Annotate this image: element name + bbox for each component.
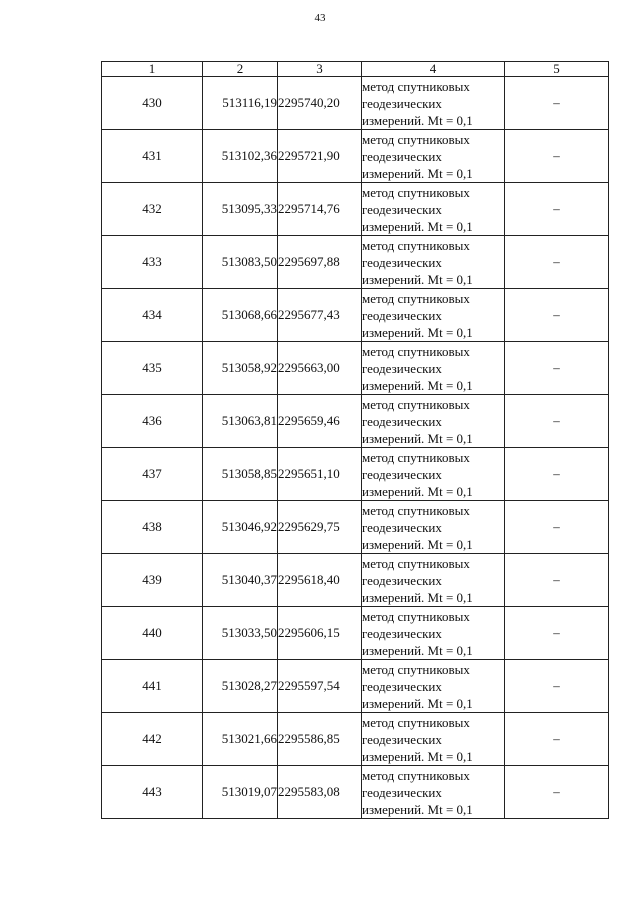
method-line: геодезических (362, 201, 442, 217)
y-coordinate: 2295618,40 (278, 554, 362, 607)
method-line: измерений. Mt = 0,1 (362, 271, 473, 287)
note-cell: – (505, 289, 609, 342)
method-line: метод спутниковых (362, 714, 470, 730)
table-row (102, 77, 609, 130)
x-coordinate: 513058,85 (203, 448, 278, 501)
method-line: геодезических (362, 625, 442, 641)
column-header-2: 2 (203, 62, 278, 77)
point-number: 431 (102, 130, 203, 183)
x-coordinate: 513083,50 (203, 236, 278, 289)
column-header-5: 5 (505, 62, 609, 77)
note-cell: – (505, 395, 609, 448)
x-coordinate: 513063,81 (203, 395, 278, 448)
method-line: метод спутниковых (362, 237, 470, 253)
method-cell (362, 713, 505, 766)
method-line: измерений. Mt = 0,1 (362, 642, 473, 658)
method-line: метод спутниковых (362, 78, 470, 94)
method-line: геодезических (362, 784, 442, 800)
note-cell: – (505, 607, 609, 660)
method-line: измерений. Mt = 0,1 (362, 695, 473, 711)
x-coordinate: 513116,19 (203, 77, 278, 130)
method-line: метод спутниковых (362, 343, 470, 359)
method-line: метод спутниковых (362, 290, 470, 306)
table-row (102, 501, 609, 554)
method-line: измерений. Mt = 0,1 (362, 483, 473, 499)
x-coordinate: 513019,07 (203, 766, 278, 819)
method-cell (362, 342, 505, 395)
method-line: измерений. Mt = 0,1 (362, 589, 473, 605)
table-row (102, 130, 609, 183)
method-line: метод спутниковых (362, 608, 470, 624)
method-line: измерений. Mt = 0,1 (362, 801, 473, 817)
method-line: метод спутниковых (362, 449, 470, 465)
method-cell (362, 77, 505, 130)
method-cell (362, 607, 505, 660)
note-cell: – (505, 342, 609, 395)
y-coordinate: 2295583,08 (278, 766, 362, 819)
x-coordinate: 513033,50 (203, 607, 278, 660)
y-coordinate: 2295651,10 (278, 448, 362, 501)
point-number: 441 (102, 660, 203, 713)
method-line: измерений. Mt = 0,1 (362, 536, 473, 552)
method-line: геодезических (362, 148, 442, 164)
method-line: измерений. Mt = 0,1 (362, 377, 473, 393)
note-cell: – (505, 554, 609, 607)
y-coordinate: 2295586,85 (278, 713, 362, 766)
x-coordinate: 513058,92 (203, 342, 278, 395)
table-row (102, 766, 609, 819)
method-line: измерений. Mt = 0,1 (362, 748, 473, 764)
y-coordinate: 2295606,15 (278, 607, 362, 660)
method-line: метод спутниковых (362, 396, 470, 412)
column-header-3: 3 (278, 62, 362, 77)
note-cell: – (505, 77, 609, 130)
method-cell (362, 554, 505, 607)
x-coordinate: 513068,66 (203, 289, 278, 342)
note-cell: – (505, 236, 609, 289)
method-line: геодезических (362, 572, 442, 588)
y-coordinate: 2295721,90 (278, 130, 362, 183)
note-cell: – (505, 766, 609, 819)
x-coordinate: 513095,33 (203, 183, 278, 236)
table-header-row (102, 62, 609, 77)
method-line: геодезических (362, 307, 442, 323)
method-line: геодезических (362, 254, 442, 270)
table-row (102, 183, 609, 236)
method-line: измерений. Mt = 0,1 (362, 165, 473, 181)
table-row (102, 395, 609, 448)
point-number: 430 (102, 77, 203, 130)
method-cell (362, 395, 505, 448)
x-coordinate: 513028,27 (203, 660, 278, 713)
method-cell (362, 130, 505, 183)
method-cell (362, 448, 505, 501)
note-cell: – (505, 713, 609, 766)
method-line: метод спутниковых (362, 502, 470, 518)
page-number: 43 (314, 12, 326, 24)
note-cell: – (505, 183, 609, 236)
point-number: 436 (102, 395, 203, 448)
method-line: измерений. Mt = 0,1 (362, 112, 473, 128)
method-line: геодезических (362, 466, 442, 482)
method-cell (362, 766, 505, 819)
x-coordinate: 513046,92 (203, 501, 278, 554)
y-coordinate: 2295714,76 (278, 183, 362, 236)
note-cell: – (505, 448, 609, 501)
x-coordinate: 513040,37 (203, 554, 278, 607)
point-number: 443 (102, 766, 203, 819)
method-line: геодезических (362, 360, 442, 376)
y-coordinate: 2295597,54 (278, 660, 362, 713)
note-cell: – (505, 501, 609, 554)
point-number: 440 (102, 607, 203, 660)
table-row (102, 342, 609, 395)
table-row (102, 660, 609, 713)
x-coordinate: 513102,36 (203, 130, 278, 183)
column-header-1: 1 (102, 62, 203, 77)
table-row (102, 554, 609, 607)
point-number: 434 (102, 289, 203, 342)
table-row (102, 448, 609, 501)
coordinates-table (101, 61, 609, 819)
method-line: геодезических (362, 413, 442, 429)
method-cell (362, 660, 505, 713)
method-line: метод спутниковых (362, 555, 470, 571)
point-number: 433 (102, 236, 203, 289)
method-line: геодезических (362, 678, 442, 694)
method-line: геодезических (362, 731, 442, 747)
column-header-4: 4 (362, 62, 505, 77)
y-coordinate: 2295697,88 (278, 236, 362, 289)
method-cell (362, 183, 505, 236)
y-coordinate: 2295659,46 (278, 395, 362, 448)
table-row (102, 236, 609, 289)
y-coordinate: 2295663,00 (278, 342, 362, 395)
point-number: 442 (102, 713, 203, 766)
method-cell (362, 501, 505, 554)
point-number: 437 (102, 448, 203, 501)
method-line: измерений. Mt = 0,1 (362, 324, 473, 340)
point-number: 435 (102, 342, 203, 395)
method-line: метод спутниковых (362, 767, 470, 783)
method-cell (362, 236, 505, 289)
y-coordinate: 2295740,20 (278, 77, 362, 130)
note-cell: – (505, 130, 609, 183)
method-line: измерений. Mt = 0,1 (362, 218, 473, 234)
method-line: метод спутниковых (362, 661, 470, 677)
point-number: 432 (102, 183, 203, 236)
method-line: геодезических (362, 95, 442, 111)
method-cell (362, 289, 505, 342)
table-row (102, 289, 609, 342)
point-number: 439 (102, 554, 203, 607)
point-number: 438 (102, 501, 203, 554)
table-body (102, 77, 609, 819)
y-coordinate: 2295629,75 (278, 501, 362, 554)
method-line: метод спутниковых (362, 184, 470, 200)
y-coordinate: 2295677,43 (278, 289, 362, 342)
method-line: геодезических (362, 519, 442, 535)
table-row (102, 607, 609, 660)
method-line: метод спутниковых (362, 131, 470, 147)
x-coordinate: 513021,66 (203, 713, 278, 766)
table-row (102, 713, 609, 766)
method-line: измерений. Mt = 0,1 (362, 430, 473, 446)
note-cell: – (505, 660, 609, 713)
